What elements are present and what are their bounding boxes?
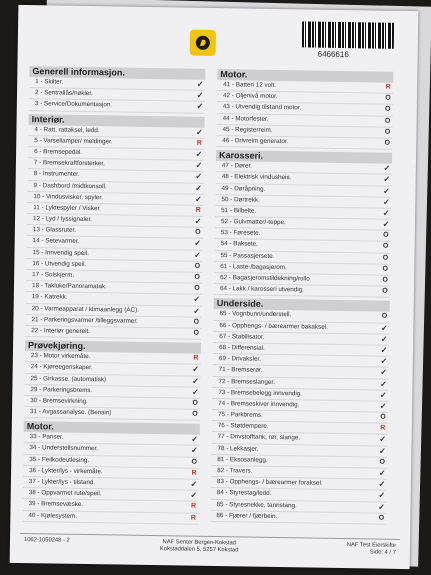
checklist-item-label: 81 - Eksosanlegg. bbox=[217, 455, 268, 464]
checklist-row bbox=[216, 136, 392, 150]
not-checked-marker: O bbox=[191, 458, 198, 466]
checkmark-icon: ✓ bbox=[378, 468, 386, 478]
section-header: Generell informasjon. bbox=[29, 66, 205, 80]
checkmark-icon: ✓ bbox=[379, 435, 387, 445]
checkmark-icon: ✓ bbox=[383, 186, 390, 196]
checkmark-icon: ✓ bbox=[196, 79, 204, 89]
checkmark-icon: ✓ bbox=[380, 356, 388, 366]
checkmark-icon: ✓ bbox=[194, 194, 202, 204]
checklist-item-label: 11 - Lyktespyler / Visker. bbox=[33, 204, 102, 213]
barcode bbox=[302, 21, 394, 48]
checkmark-icon: ✓ bbox=[382, 208, 390, 218]
checklist-item-label: 48 - Elektrisk vindusheis. bbox=[221, 173, 292, 182]
checkmark-icon: ✓ bbox=[378, 479, 386, 489]
right-column bbox=[210, 66, 393, 525]
checklist-item-label: 78 - Lekkasjer. bbox=[217, 444, 259, 453]
remark-marker: R bbox=[190, 514, 196, 522]
checklist-item-label: 73 - Bremsebelegg innvendig. bbox=[218, 388, 303, 398]
not-checked-marker: O bbox=[194, 262, 201, 270]
checkmark-icon: ✓ bbox=[195, 172, 203, 182]
checkmark-icon: ✓ bbox=[195, 160, 203, 170]
center-address bbox=[160, 539, 239, 554]
checklist-item-label: 34 - Understellsnummer. bbox=[29, 444, 99, 453]
checklist-item-label: 17 - Solskjerm. bbox=[32, 271, 75, 279]
checklist-item-label: 15 - Innvendig speil. bbox=[32, 248, 89, 257]
section-header: Motor. bbox=[24, 421, 200, 435]
checkmark-icon: ✓ bbox=[380, 334, 388, 344]
checklist-item-label: 47 - Dører. bbox=[221, 162, 253, 170]
checklist-item-label: 75 - Parkbrems. bbox=[217, 411, 263, 419]
checklist-item-label: 46 - Drivreim generator. bbox=[222, 137, 289, 146]
checklist-item-label: 8 - Instrumenter. bbox=[33, 170, 80, 179]
checklist-item-label: 29 - Parkeringsbrems. bbox=[30, 385, 93, 394]
checklist-item-label: 45 - Registerreim. bbox=[222, 125, 273, 134]
not-checked-marker: O bbox=[192, 410, 198, 418]
inspection-page bbox=[10, 5, 419, 569]
section-header: Interiør. bbox=[29, 114, 205, 128]
checklist-item-label: 24 - Kjøreegenskaper. bbox=[30, 363, 93, 372]
not-checked-marker: O bbox=[194, 273, 200, 281]
checklist-item-label: 71 - Bremserør. bbox=[218, 366, 263, 375]
checkmark-icon: ✓ bbox=[192, 364, 200, 375]
center-street: Kokstaddalen 5, 5257 Kokstad bbox=[159, 546, 239, 554]
checkmark-icon: ✓ bbox=[194, 250, 201, 260]
checklist-item-label: 49 - Døråpning. bbox=[221, 184, 266, 193]
not-checked-marker: O bbox=[379, 458, 386, 466]
left-column bbox=[22, 63, 205, 524]
checklist-item-label: 41 - Batteri 12 volt. bbox=[223, 81, 277, 89]
checklist-item-label: 25 - Girkasse. (automatisk) bbox=[30, 374, 107, 383]
not-checked-marker: O bbox=[385, 106, 391, 114]
checkmark-icon: ✓ bbox=[382, 197, 390, 207]
checklist-item-label: 6 - Bremsepedal. bbox=[34, 148, 83, 156]
checklist-row bbox=[24, 407, 200, 421]
checklist-row bbox=[210, 511, 386, 525]
checklist-item-label: 74 - Bremseskiver innvendig. bbox=[218, 399, 300, 409]
checkmark-icon: ✓ bbox=[190, 479, 198, 489]
checklist-item-label: 69 - Drivaksler. bbox=[218, 355, 261, 363]
checklist-item-label: 40 - Kjølesystem. bbox=[28, 511, 78, 520]
checklist-item-label: 82 - Travers. bbox=[217, 467, 253, 475]
not-checked-marker: O bbox=[382, 276, 388, 284]
checkmark-icon: ✓ bbox=[193, 295, 201, 305]
not-checked-marker: O bbox=[383, 231, 389, 239]
checklist-item-label: 20 - Varmeapparat / klimaanlegg (AC). bbox=[31, 304, 140, 314]
checklist-item-label: 84 - Styrestag/ledd. bbox=[216, 489, 272, 498]
checkmark-icon: ✓ bbox=[380, 323, 388, 333]
checkmark-icon: ✓ bbox=[383, 174, 391, 185]
remark-marker: R bbox=[191, 469, 197, 477]
checklist-item-label: 65 - Vognbunn/understell. bbox=[219, 310, 292, 319]
checklist-item-label: 21 - Parkeringsvarmer /tilleggsvarmer. bbox=[31, 315, 138, 325]
report-info bbox=[330, 542, 396, 557]
section-header: Underside. bbox=[214, 298, 390, 312]
not-checked-marker: O bbox=[385, 94, 391, 102]
not-checked-marker: O bbox=[193, 329, 200, 337]
checklist-item-label: 43 - Utvendig tilstand motor. bbox=[222, 103, 302, 112]
not-checked-marker: O bbox=[380, 413, 386, 421]
checklist-item-label: 52 - Gulvmatter/-teppe. bbox=[220, 218, 286, 227]
checkmark-icon: ✓ bbox=[194, 239, 202, 249]
checkmark-icon: ✓ bbox=[193, 306, 201, 316]
checklist-item-label: 38 - Oppvarmet rute/speil. bbox=[28, 489, 102, 498]
document-id: 1062-1050248 - 2 bbox=[23, 537, 70, 544]
checklist-item-label: 33 - Panser. bbox=[29, 433, 64, 441]
checklist-item-label: 14 - Setevarmer. bbox=[32, 237, 80, 246]
checklist-row bbox=[22, 511, 198, 525]
checklist-item-label: 85 - Styresnekke, tannstang. bbox=[216, 500, 297, 509]
checkmark-icon: ✓ bbox=[379, 390, 387, 400]
checklist-item-label: 12 - Lyd / lyssignaler. bbox=[32, 215, 93, 224]
checklist-item-label: 61 - Laste-/bagasjerom. bbox=[220, 262, 287, 271]
checkmark-icon: ✓ bbox=[191, 434, 199, 445]
checklist-item-label: 83 - Opphengs- / bærearmer foraksel. bbox=[216, 478, 323, 487]
checklist-row bbox=[25, 326, 201, 340]
page-footer bbox=[20, 533, 400, 562]
section-header: Prøvekjøring. bbox=[25, 340, 201, 354]
checklist-item-label: 66 - Opphengs- / bærearmer bakaksel. bbox=[219, 321, 328, 331]
checkmark-icon: ✓ bbox=[380, 367, 388, 378]
checklist-item-label: 37 - Lykter/lys - tilstand. bbox=[28, 478, 96, 487]
checklist-item-label: 77 - Drivstofftank, rør, slange. bbox=[217, 433, 301, 442]
checklist-item-label: 62 - Bagasjeromstildekning/rollo bbox=[220, 274, 310, 283]
not-checked-marker: O bbox=[384, 128, 391, 136]
checkmark-icon: ✓ bbox=[383, 163, 391, 173]
checkmark-icon: ✓ bbox=[195, 149, 203, 159]
checklist-item-label: 23 - Motor virkemåte. bbox=[30, 352, 91, 361]
checklist-item-label: 13 - Glassruter. bbox=[32, 226, 76, 235]
page-number: Side: 4 / 7 bbox=[369, 549, 396, 556]
checkmark-icon: ✓ bbox=[378, 502, 385, 512]
checkmark-icon: ✓ bbox=[195, 183, 202, 193]
checkmark-icon: ✓ bbox=[196, 102, 204, 112]
checklist-item-label: 35 - Feilkodeutlesing. bbox=[29, 455, 90, 464]
not-checked-marker: O bbox=[384, 117, 391, 125]
remark-marker: R bbox=[193, 354, 199, 362]
checkmark-icon: ✓ bbox=[196, 90, 204, 100]
checklist-item-label: 55 - Passasjersete. bbox=[220, 251, 275, 260]
checklist-item-label: 16 - Utvendig speil. bbox=[32, 259, 87, 268]
checkmark-icon: ✓ bbox=[380, 379, 387, 389]
checkmark-icon: ✓ bbox=[190, 446, 198, 456]
checklist-item-label: 3 - Service/Dokumentasjon. bbox=[34, 100, 113, 109]
not-checked-marker: O bbox=[193, 318, 200, 326]
checklist-item-label: 10 - Vindusvisker, spyler. bbox=[33, 192, 103, 201]
checklist-item-label: 50 - Dørtrekk. bbox=[221, 195, 260, 204]
checklist-item-label: 30 - Bremsevirkning. bbox=[30, 397, 88, 405]
remark-marker: R bbox=[190, 503, 197, 511]
checklist-item-label: 36 - Lykter/lys - virkemåte. bbox=[29, 466, 103, 476]
checklist-item-label: 67 - Stabilisator. bbox=[219, 332, 265, 341]
not-checked-marker: O bbox=[382, 243, 389, 251]
checklist-item-label: 72 - Bremseslanger. bbox=[218, 377, 275, 386]
remark-marker: R bbox=[380, 424, 386, 432]
checklist-item-label: 39 - Bremsevæske. bbox=[28, 500, 84, 509]
checklist-row bbox=[214, 284, 390, 298]
checklist-item-label: 5 - Varsellamper/ meldinger. bbox=[34, 136, 113, 146]
remark-marker: R bbox=[385, 83, 391, 91]
checkmark-icon: ✓ bbox=[191, 387, 199, 397]
not-checked-marker: O bbox=[381, 313, 388, 321]
checklist-item-label: 22 - Interiør generelt. bbox=[31, 327, 91, 335]
not-checked-marker: O bbox=[382, 265, 389, 273]
checkmark-icon: ✓ bbox=[380, 345, 388, 355]
checklist-item-label: 19 - Katrekk. bbox=[31, 293, 68, 302]
checklist-item-label: 54 - Baksete. bbox=[220, 240, 258, 249]
checklist-item-label: 42 - Oljenivå motor. bbox=[222, 92, 278, 101]
checklist-item-label: 4 - Ratt, rattaksel, ledd. bbox=[34, 125, 100, 134]
checklist-item-label: 44 - Motorfester. bbox=[222, 114, 269, 123]
checklist-item-label: 1 - Skilter. bbox=[35, 78, 64, 86]
checkmark-icon: ✓ bbox=[194, 216, 202, 226]
remark-marker: R bbox=[195, 206, 201, 214]
checklist-item-label: 64 - Lakk / karosseri utvendig. bbox=[219, 285, 305, 294]
checklist-item-label: 76 - Støtdempere. bbox=[217, 422, 269, 431]
checkmark-icon: ✓ bbox=[196, 127, 203, 137]
barcode-number: 6466616 bbox=[317, 49, 349, 60]
checkmark-icon: ✓ bbox=[379, 401, 387, 411]
checklist-item-label: 18 - Takluke/Panoramatak. bbox=[31, 282, 107, 291]
report-type: NAF Test Eierskifte bbox=[346, 542, 397, 549]
not-checked-marker: O bbox=[378, 514, 385, 522]
not-checked-marker: O bbox=[382, 254, 389, 262]
remark-marker: R bbox=[196, 139, 202, 147]
center-name: NAF Senter Bergen-Kokstad bbox=[162, 539, 237, 547]
checkmark-icon: ✓ bbox=[190, 490, 198, 500]
section-header: Karosseri. bbox=[216, 150, 392, 164]
naf-logo-icon bbox=[190, 30, 216, 56]
checklist-item-label: 7 - Bremsekraftforsterker. bbox=[33, 159, 106, 168]
checkmark-icon: ✓ bbox=[192, 376, 199, 386]
not-checked-marker: O bbox=[194, 284, 200, 292]
checklist-row bbox=[29, 99, 205, 113]
checklist-item-label: 2 - Sentrallås/nøkler. bbox=[34, 89, 93, 98]
not-checked-marker: O bbox=[382, 287, 388, 295]
checklist-item-label: 68 - Differensial. bbox=[218, 344, 265, 352]
checkmark-icon: ✓ bbox=[379, 446, 386, 456]
checklist-item-label: 31 - Avgassanalyse. (Bensin) bbox=[29, 408, 112, 417]
checklist-item-label: 51 - Bilbelte. bbox=[221, 206, 257, 215]
not-checked-marker: O bbox=[384, 139, 391, 147]
section-header: Motor. bbox=[217, 69, 393, 83]
checkmark-icon: ✓ bbox=[382, 219, 390, 229]
checklist-item-label: 9 - Dashbord /midtkonsoll. bbox=[33, 181, 107, 190]
checkmark-icon: ✓ bbox=[378, 490, 386, 501]
not-checked-marker: O bbox=[192, 399, 198, 407]
checklist-item-label: 86 - Fjærer / fjærbein. bbox=[216, 511, 278, 520]
not-checked-marker: O bbox=[195, 228, 201, 237]
checklist-item-label: 53 - Føresete. bbox=[220, 229, 261, 237]
